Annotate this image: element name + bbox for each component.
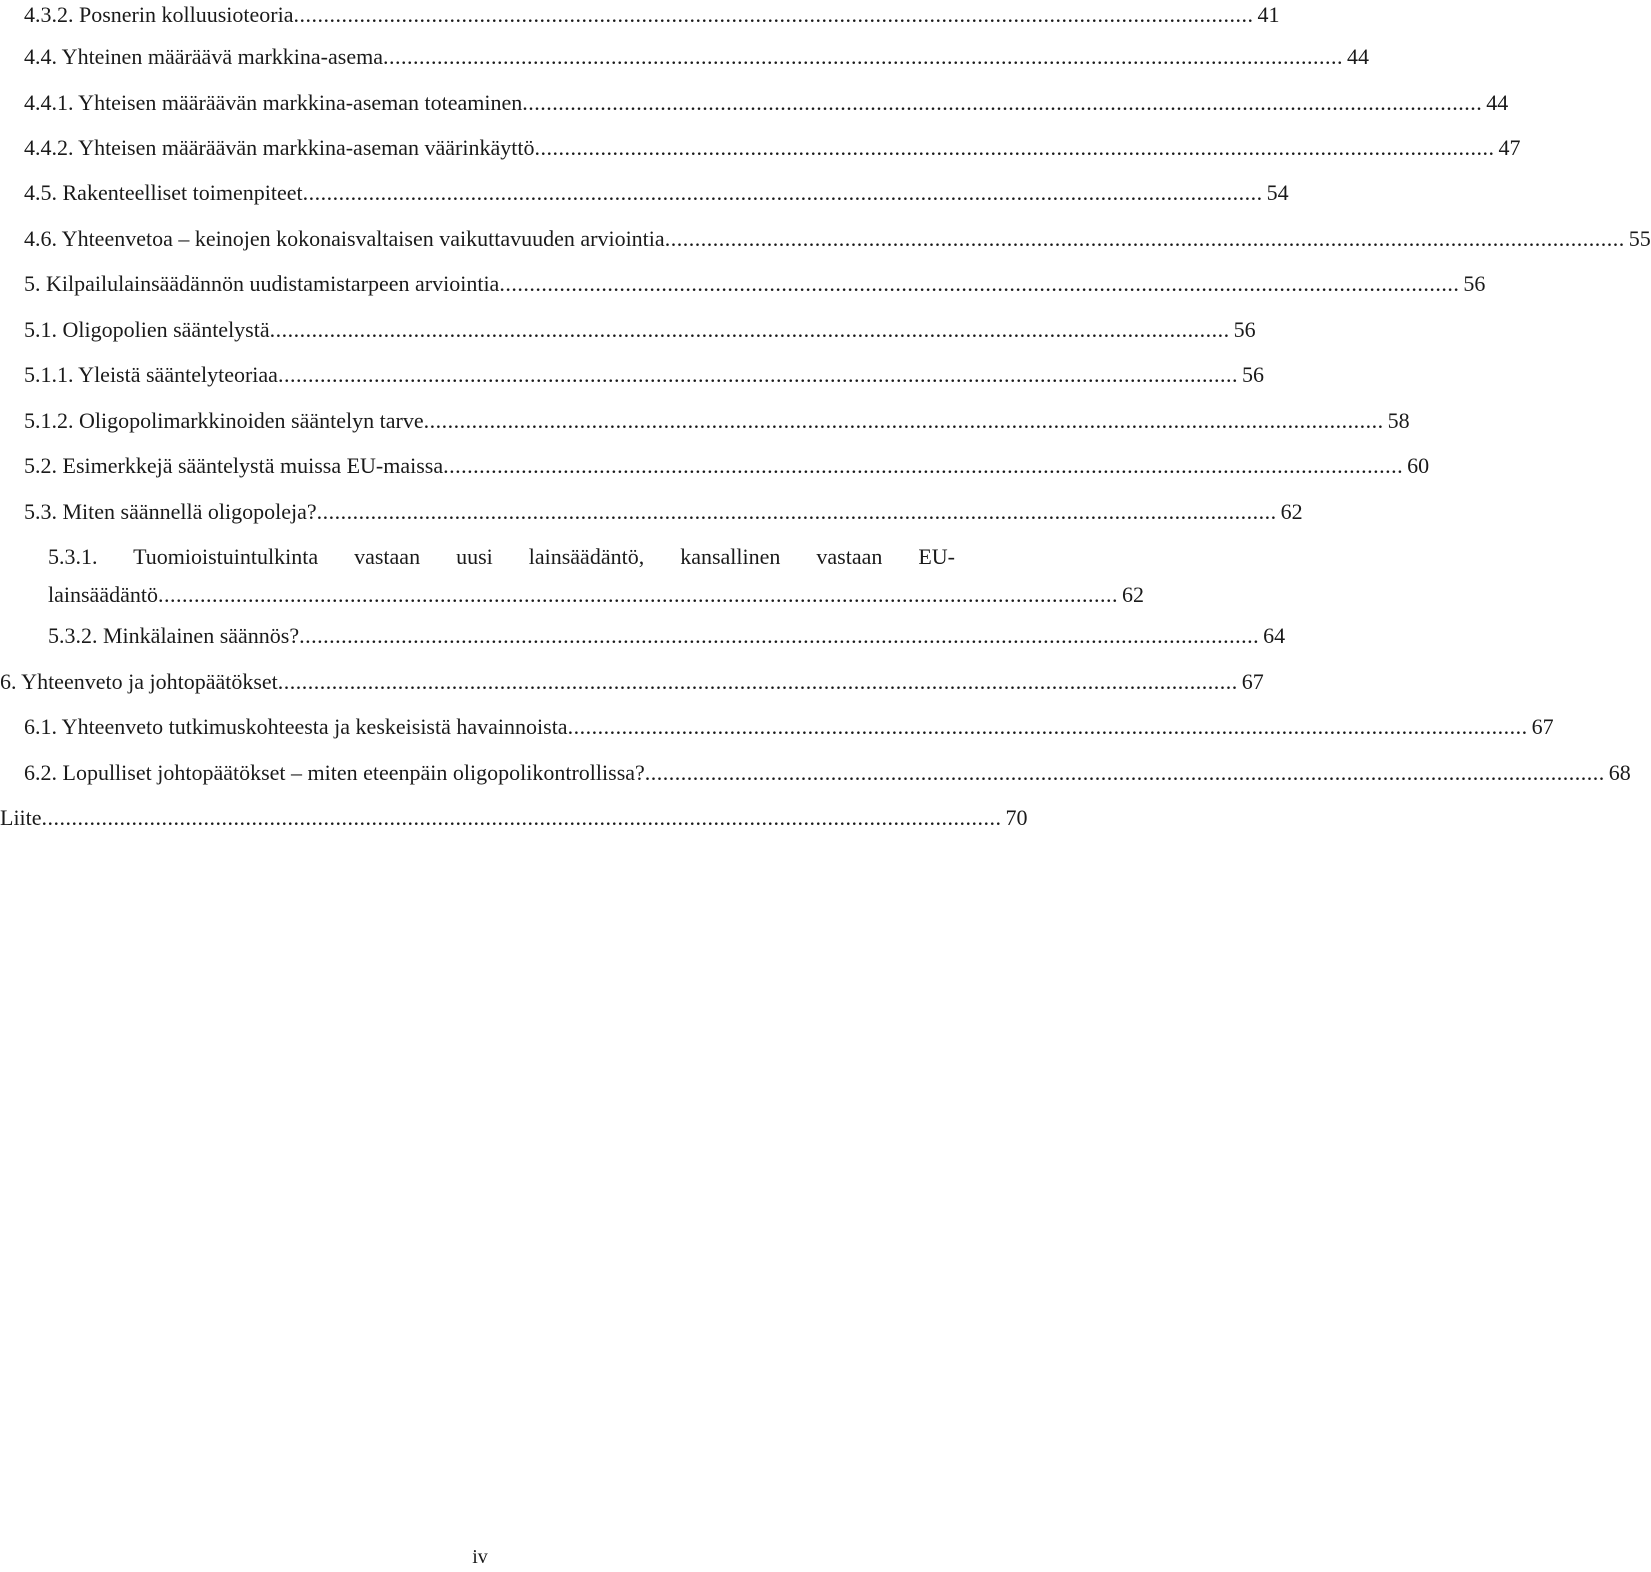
toc-entry-title: 5.1.1. Yleistä sääntelyteoriaa [24,362,278,387]
toc-entry-title: 5.3. Miten säännellä oligopoleja? [24,499,317,524]
page-number-footer: iv [472,1546,488,1568]
toc-entry-title: 5. Kilpailulainsäädännön uudistamistarpeen arviointia [24,271,500,296]
toc-page-number: 67 [1531,714,1554,739]
toc-entry[interactable] [24,758,1631,788]
dot-leader: ................................................................................................................................................................ [277,669,1238,694]
toc-entry-title: 4.6. Yhteenvetoa – keinojen kokonaisvaltaisen vaikuttavuuden arviointia [24,226,665,251]
toc-entry[interactable] [24,451,1430,481]
toc-page-number: 68 [1608,760,1631,785]
toc-page-number: 67 [1241,669,1264,694]
toc-entry[interactable] [24,712,1554,742]
dot-leader: ................................................................................................................................................................ [534,135,1495,160]
toc-page-number: 44 [1346,44,1369,69]
dot-leader: ................................................................................................................................................................ [499,271,1460,296]
toc-page-number: 44 [1486,90,1509,115]
dot-leader: ................................................................................................................................................................ [302,180,1263,205]
dot-leader: ................................................................................................................................................................ [567,714,1528,739]
toc-page-number: 56 [1463,271,1486,296]
toc-entry[interactable] [24,406,1410,436]
toc-page-number: 62 [1121,582,1144,607]
toc-entry-multiline[interactable] [48,542,1144,612]
dot-leader: ................................................................................................................................................................ [299,623,1260,648]
toc-entry-title: 5.1.2. Oligopolimarkkinoiden sääntelyn tarve [24,408,424,433]
dot-leader: ................................................................................................................................................................ [664,226,1625,251]
toc-entry[interactable] [24,88,1509,118]
toc-entry-title: Liite [0,805,42,830]
dot-leader: ................................................................................................................................................................ [644,760,1605,785]
toc-entry-title: lainsäädäntö [48,582,158,607]
toc-entry-title: 5.2. Esimerkkejä sääntelystä muissa EU-maissa [24,453,444,478]
dot-leader: ................................................................................................................................................................ [316,499,1277,524]
toc-entry-title: 5.3.2. Minkälainen säännös? [48,623,300,648]
toc-page-number: 60 [1407,453,1430,478]
toc-entry-title: 6.1. Yhteenveto tutkimuskohteesta ja keskeisistä havainnoista [24,714,568,739]
dot-leader: ................................................................................................................................................................ [423,408,1384,433]
toc-entry-title: 4.5. Rakenteelliset toimenpiteet [24,180,303,205]
dot-leader: ................................................................................................................................................................ [522,90,1483,115]
toc-entry-title: 4.4. Yhteinen määräävä markkina-asema [24,44,383,69]
toc-entry-title: 5.1. Oligopolien sääntelystä [24,317,270,342]
toc-page-number: 70 [1005,805,1028,830]
toc-page-number: 55 [1628,226,1651,251]
dot-leader: ................................................................................................................................................................ [269,317,1230,342]
toc-page-number: 58 [1387,408,1410,433]
toc-page-number: 47 [1498,135,1521,160]
toc-entry[interactable] [24,224,1651,254]
toc-page-number: 54 [1266,180,1289,205]
toc-entry[interactable] [24,315,1256,345]
toc-page-number: 56 [1241,362,1264,387]
dot-leader: ................................................................................................................................................................ [157,582,1118,607]
dot-leader: ................................................................................................................................................................ [293,2,1254,27]
toc-page-number: 41 [1257,2,1280,27]
dot-leader: ................................................................................................................................................................ [443,453,1404,478]
toc-entry-title: 4.3.2. Posnerin kolluusioteoria [24,2,294,27]
dot-leader: ................................................................................................................................................................ [277,362,1238,387]
dot-leader: ................................................................................................................................................................ [41,805,1002,830]
toc-entry[interactable] [24,133,1521,163]
toc-entry[interactable] [24,0,1280,30]
toc-page-number: 56 [1233,317,1256,342]
toc-entry[interactable] [24,269,1486,299]
toc-entry[interactable] [0,803,1028,833]
toc-entry[interactable] [0,667,1264,697]
toc-entry[interactable] [24,360,1264,390]
toc-entry-title-line1: 5.3.1. Tuomioistuintulkinta vastaan uusi lainsäädäntö, kansallinen vastaan EU- [48,544,955,569]
toc-entry[interactable] [24,497,1303,527]
toc-entry-title: 4.4.2. Yhteisen määräävän markkina-aseman väärinkäyttö [24,135,535,160]
toc-page-number: 62 [1280,499,1303,524]
toc-page-number: 64 [1263,623,1286,648]
toc-entry[interactable] [24,178,1289,208]
toc-entry[interactable] [48,621,1286,651]
toc-entry-title: 4.4.1. Yhteisen määräävän markkina-aseman toteaminen [24,90,523,115]
toc-entry-title: 6.2. Lopulliset johtopäätökset – miten eteenpäin oligopolikontrollissa? [24,760,645,785]
toc-entry[interactable] [24,42,1369,72]
toc-entry-title: 6. Yhteenveto ja johtopäätökset [0,669,278,694]
dot-leader: ................................................................................................................................................................ [382,44,1343,69]
